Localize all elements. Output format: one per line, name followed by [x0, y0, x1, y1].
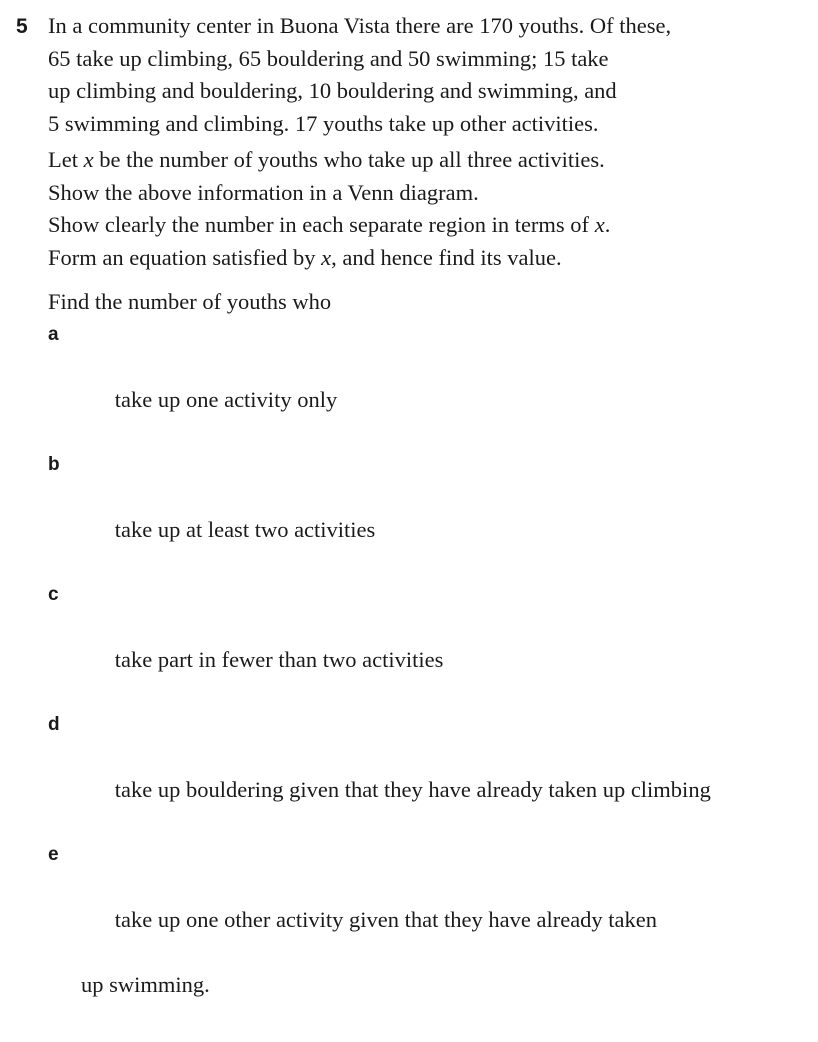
- variable-x: x: [594, 212, 605, 237]
- part-label: a: [48, 324, 59, 345]
- question-number: 5: [16, 15, 28, 38]
- problem-statement: [48, 10, 671, 140]
- instruction-line: Show the above information in a Venn diagram.: [48, 179, 479, 205]
- part-label: e: [48, 844, 59, 865]
- statement-line: up climbing and bouldering, 10 bouldering and swimming, and: [48, 78, 617, 103]
- part-text: take up one other activity given that they have already taken: [114, 907, 658, 932]
- part-label: d: [48, 714, 60, 735]
- instruction-line: Let x be the number of youths who take up all three activities.: [48, 147, 605, 172]
- part-label: b: [48, 454, 60, 475]
- statement-line: 65 take up climbing, 65 bouldering and 50 swimming; 15 take: [48, 45, 609, 71]
- statement-line: 5 swimming and climbing. 17 youths take up other activities.: [48, 110, 599, 136]
- part-text: take up one activity only: [114, 387, 338, 412]
- part-text: take up at least two activities: [114, 517, 376, 542]
- variable-x: x: [83, 147, 94, 172]
- statement-line: In a community center in Buona Vista there are 170 youths. Of these,: [48, 13, 672, 38]
- part-text: take up bouldering given that they have already taken up climbing: [114, 777, 711, 802]
- variable-x: x: [321, 244, 332, 270]
- instruction-line: Form an equation satisfied by x, and hence find its value.: [48, 244, 562, 270]
- part-text: take part in fewer than two activities: [114, 647, 444, 672]
- sub-question-intro: [48, 286, 331, 319]
- sub-question-d: [48, 709, 711, 839]
- instructions: [48, 144, 610, 274]
- part-label: c: [48, 584, 59, 605]
- sub-question-a: [48, 319, 711, 449]
- sub-question-list: [48, 319, 711, 1042]
- sub-question-b: [48, 449, 711, 579]
- intro-line: Find the number of youths who: [48, 289, 332, 314]
- part-text-continuation: up swimming.: [81, 972, 210, 997]
- sub-question-e: [48, 839, 711, 1042]
- instruction-line: Show clearly the number in each separate region in terms of x.: [48, 212, 611, 237]
- sub-question-c: [48, 579, 711, 709]
